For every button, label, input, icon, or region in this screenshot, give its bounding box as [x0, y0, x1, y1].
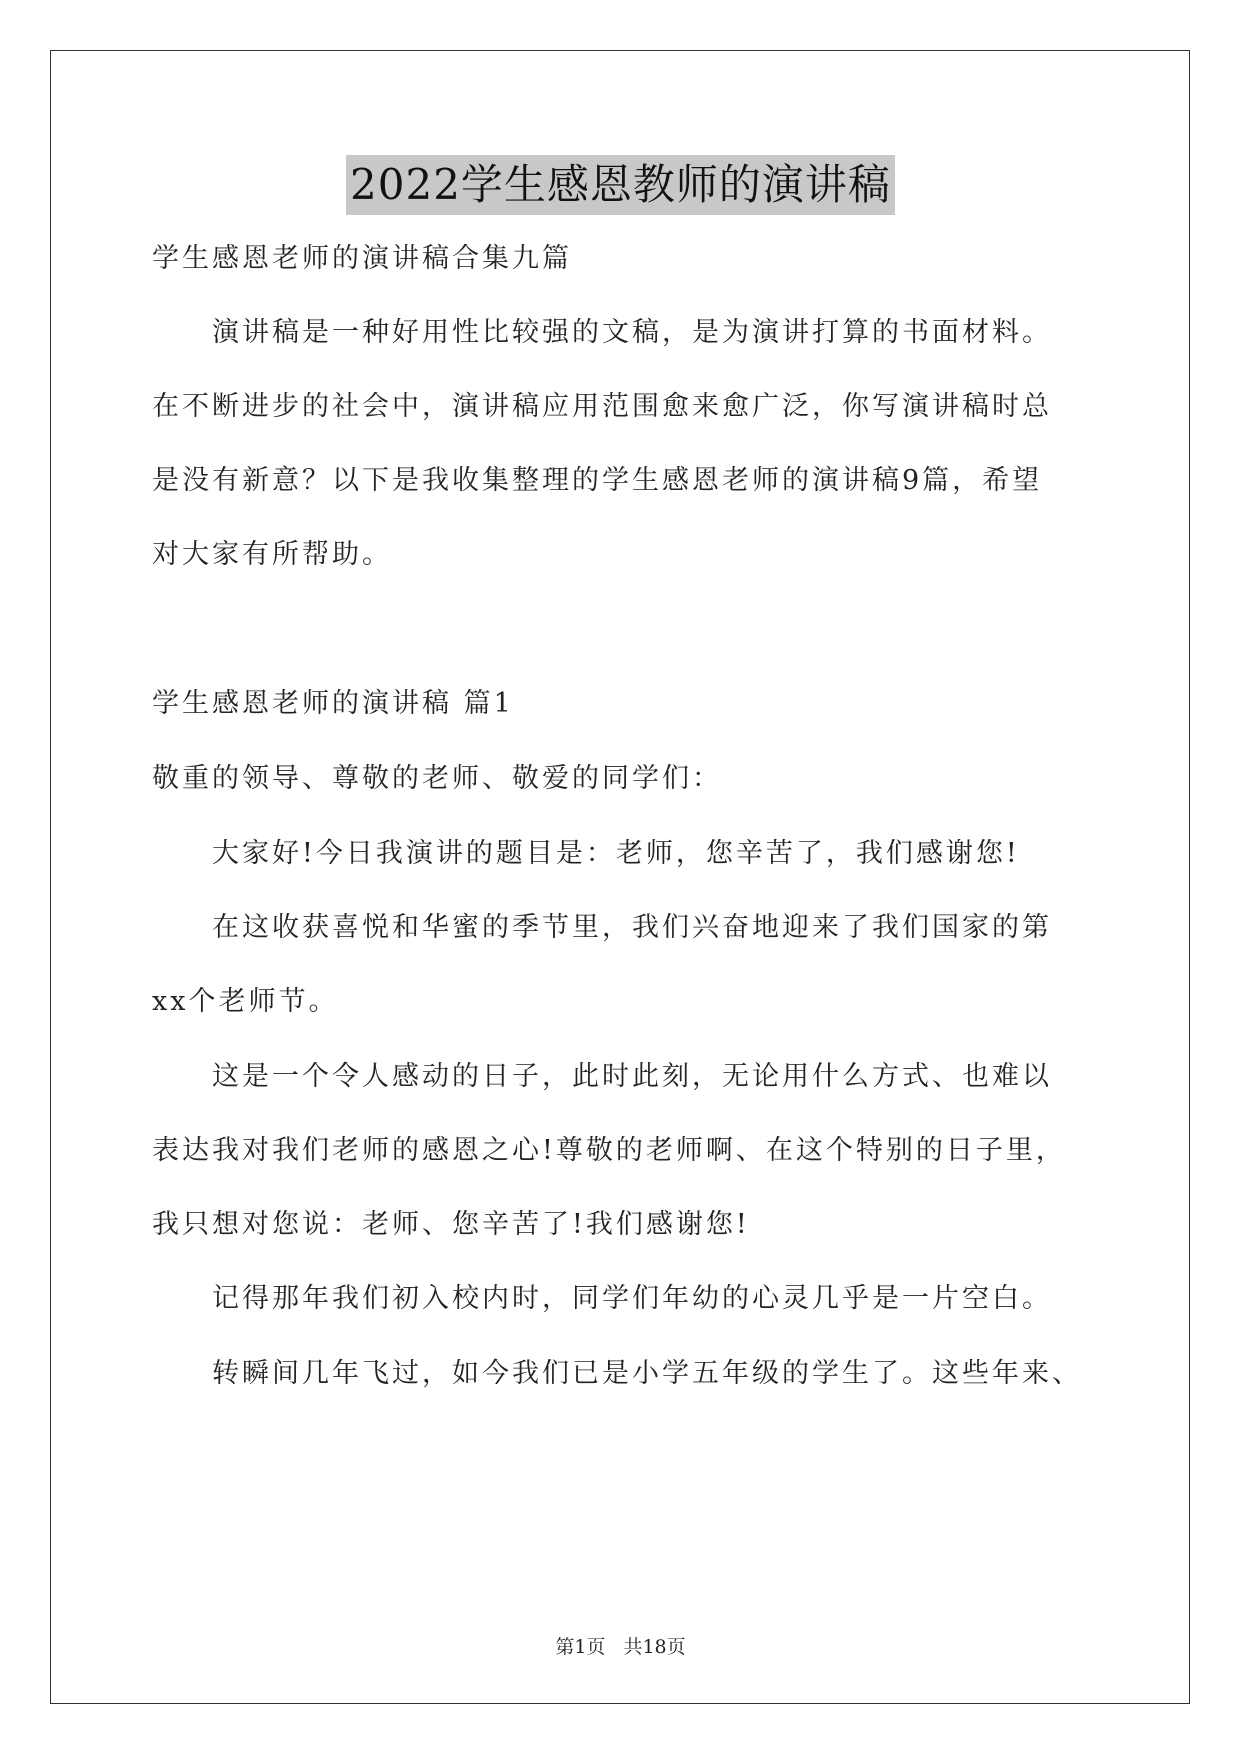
paragraph-line: 在不断进步的社会中，演讲稿应用范围愈来愈广泛，你写演讲稿时总	[152, 391, 1052, 422]
title-container	[0, 155, 1241, 215]
paragraph-line: 演讲稿是一种好用性比较强的文稿，是为演讲打算的书面材料。	[152, 317, 1052, 348]
paragraph-line: 转瞬间几年飞过，如今我们已是小学五年级的学生了。这些年来、	[152, 1358, 1082, 1389]
paragraph-line: xx个老师节。	[152, 986, 339, 1017]
section-heading: 学生感恩老师的演讲稿 篇1	[152, 688, 514, 719]
paragraph-line: 这是一个令人感动的日子，此时此刻，无论用什么方式、也难以	[152, 1061, 1052, 1092]
page-footer	[0, 1632, 1241, 1659]
salutation-line: 敬重的领导、尊敬的老师、敬爱的同学们：	[152, 763, 722, 794]
paragraph-line: 大家好!今日我演讲的题目是：老师，您辛苦了，我们感谢您!	[152, 838, 1020, 869]
page-total: 共18页	[623, 1636, 686, 1658]
paragraph-line: 是没有新意？以下是我收集整理的学生感恩老师的演讲稿9篇，希望	[152, 465, 1043, 496]
paragraph-line: 对大家有所帮助。	[152, 539, 392, 570]
paragraph-line: 记得那年我们初入校内时，同学们年幼的心灵几乎是一片空白。	[152, 1283, 1052, 1314]
page-border	[50, 50, 1190, 1704]
paragraph-line: 表达我对我们老师的感恩之心!尊敬的老师啊、在这个特别的日子里，	[152, 1135, 1066, 1166]
paragraph-line: 在这收获喜悦和华蜜的季节里，我们兴奋地迎来了我们国家的第	[152, 912, 1052, 943]
page-number: 第1页	[555, 1636, 606, 1658]
paragraph-line: 我只想对您说：老师、您辛苦了!我们感谢您!	[152, 1209, 750, 1240]
subtitle-line: 学生感恩老师的演讲稿合集九篇	[152, 243, 572, 274]
document-title: 2022学生感恩教师的演讲稿	[346, 155, 895, 215]
